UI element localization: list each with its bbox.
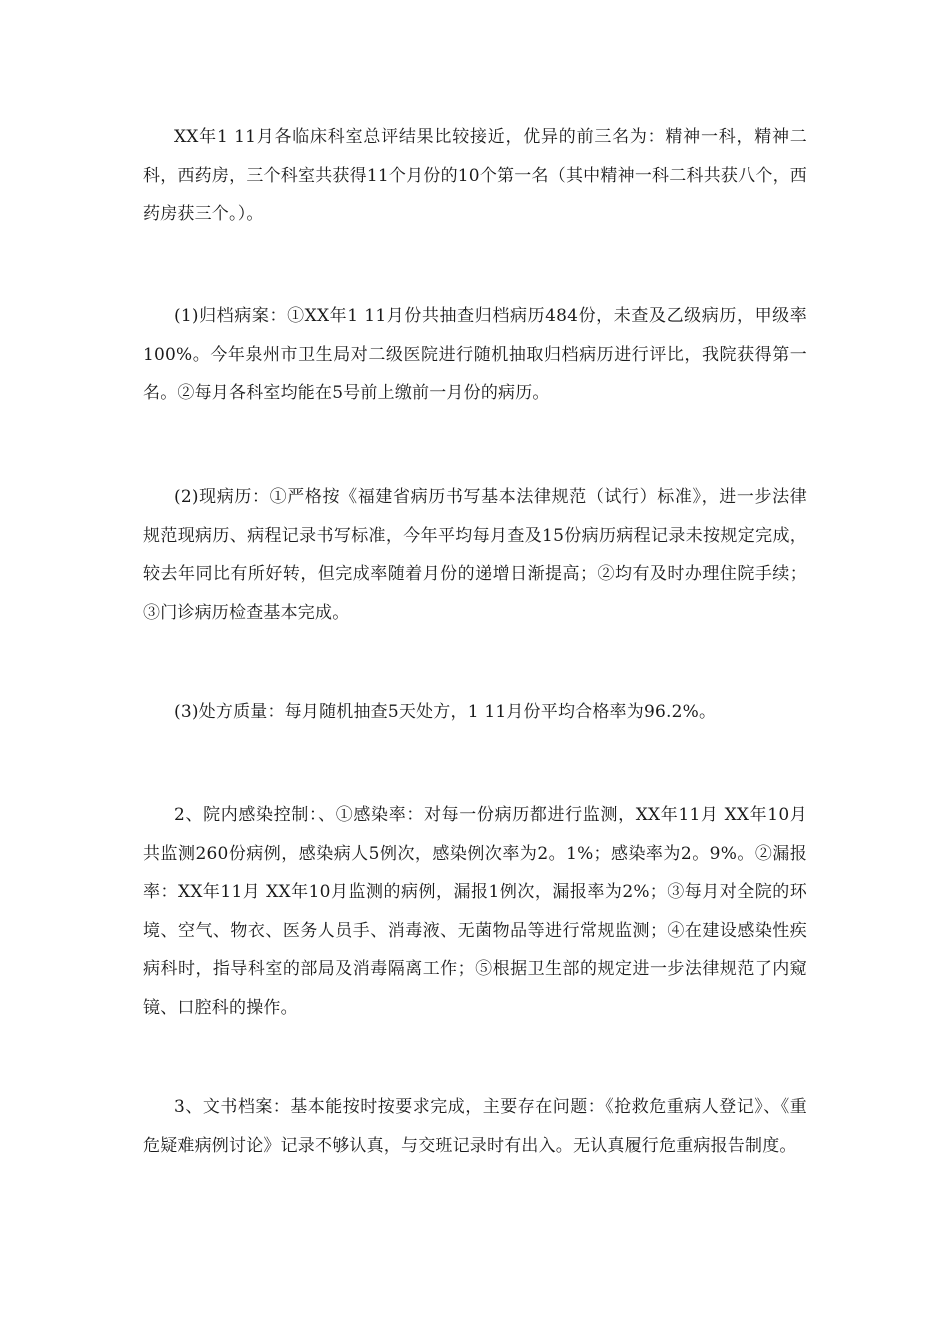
paragraph-archived-records: (1)归档病案：①XX年1 11月份共抽查归档病历484份，未查及乙级病历，甲级率100%。今年泉州市卫生局对二级医院进行随机抽取归档病历进行评比，我院获得第一名。②每月各科室均能在5号前上缴前一月份的病历。 [143, 306, 807, 403]
paragraph-infection-control: 2、院内感染控制：、①感染率：对每一份病历都进行监测，XX年11月 XX年10月共监测260份病例，感染病人5例次，感染例次率为2。1%；感染率为2。9%。②漏报率：XX年11月 XX年10月监测的病例，漏报1例次，漏报率为2%；③每月对全院的环境、空气、物衣、医务人员手、消毒液、无菌物品等进行常规监测；④在建设感染性疾病科时，指导科室的部局及消毒隔离工作；⑤根据卫生部的规定进一步法律规范了内窥镜、口腔科的操作。 [143, 805, 807, 1018]
paragraph-prescription-quality: (3)处方质量：每月随机抽查5天处方，1 11月份平均合格率为96.2%。 [174, 702, 717, 722]
paragraph-department-ranking: XX年1 11月各临床科室总评结果比较接近，优异的前三名为：精神一科，精神二科，西药房，三个科室共获得11个月份的10个第一名（其中精神一科二科共获八个，西药房获三个。）。 [143, 127, 807, 224]
paragraph-current-records: (2)现病历：①严格按《福建省病历书写基本法律规范（试行）标准》，进一步法律规范现病历、病程记录书写标准，今年平均每月查及15份病历病程记录未按规定完成，较去年同比有所好转，但完成率随着月份的递增日渐提高；②均有及时办理住院手续；③门诊病历检查基本完成。 [143, 487, 807, 623]
paragraph-document-archives: 3、文书档案：基本能按时按要求完成，主要存在问题：《抢救危重病人登记》、《重危疑难病例讨论》记录不够认真，与交班记录时有出入。无认真履行危重病报告制度。 [143, 1097, 807, 1156]
